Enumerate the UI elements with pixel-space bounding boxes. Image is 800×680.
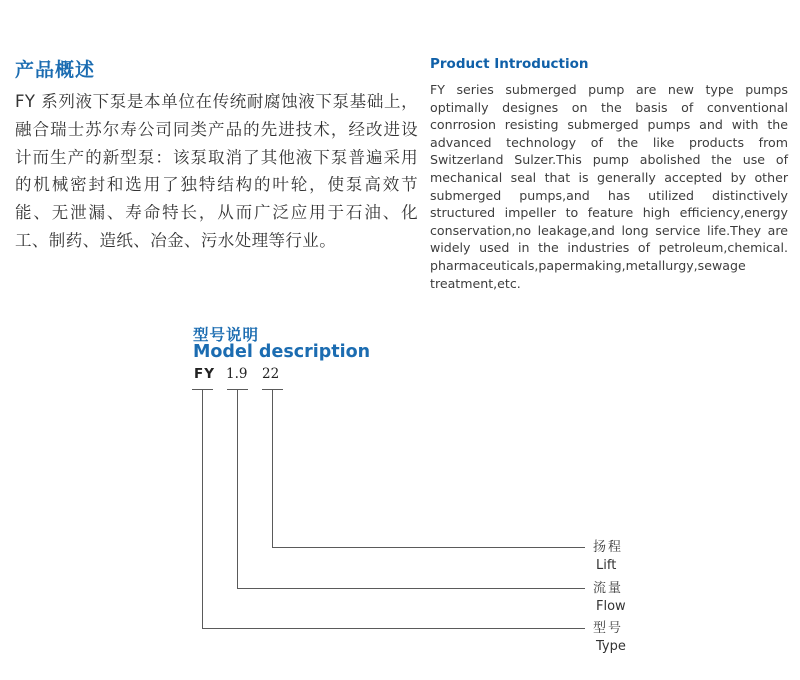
vertical-line-lift <box>272 389 273 547</box>
model-description-heading-en: Model description <box>193 342 371 362</box>
vertical-line-type <box>202 389 203 628</box>
model-code-lift: 22 <box>262 366 280 382</box>
overview-paragraph: FY 系列液下泵是本单位在传统耐腐蚀液下泵基础上，融合瑞士苏尔寿公司同类产品的先进技术，经改进设计而生产的新型泵：该泵取消了其他液下泵普遍采用的机械密封和选用了独特结构的叶轮，使泵高效节能、无泄漏、寿命特长，从而广泛应用于石油、化工、制药、造纸、冶金、污水处理等行业。 <box>15 92 418 250</box>
model-code-flow: 1.9 <box>226 366 248 382</box>
label-lift-zh: 扬程 <box>593 540 624 555</box>
vertical-line-flow <box>237 389 238 588</box>
overview-heading: 产品概述 <box>15 59 96 81</box>
label-type-zh: 型号 <box>593 621 624 636</box>
overview-section <box>15 55 418 255</box>
label-lift-en: Lift <box>596 558 617 573</box>
model-code-type: FY <box>194 366 215 382</box>
introduction-section <box>430 56 788 292</box>
model-description-heading-zh: 型号说明 <box>193 326 260 344</box>
label-flow-zh: 流量 <box>593 581 624 596</box>
horizontal-line-lift <box>272 547 585 548</box>
label-type-en: Type <box>596 639 626 654</box>
introduction-paragraph: FY series submerged pump are new type pumps optimally designes on the basis of conventional conrrosion resisting submerged pumps and with the advanced technology of the like products from Switzerland Sulzer.This pump abolished the use of mechanical seal that is generally accepted by other submerged pumps,and has utilized distinctively structured impeller to feature high efficiency,energy conservation,no leakage,and long service life.They are widely used in the industries of petroleum,chemical. pharmaceuticals,papermaking,metallurgy,sewage treatment,etc. <box>430 82 788 291</box>
horizontal-line-flow <box>237 588 585 589</box>
label-flow-en: Flow <box>596 599 626 614</box>
introduction-heading: Product Introduction <box>430 56 589 72</box>
horizontal-line-type <box>202 628 585 629</box>
